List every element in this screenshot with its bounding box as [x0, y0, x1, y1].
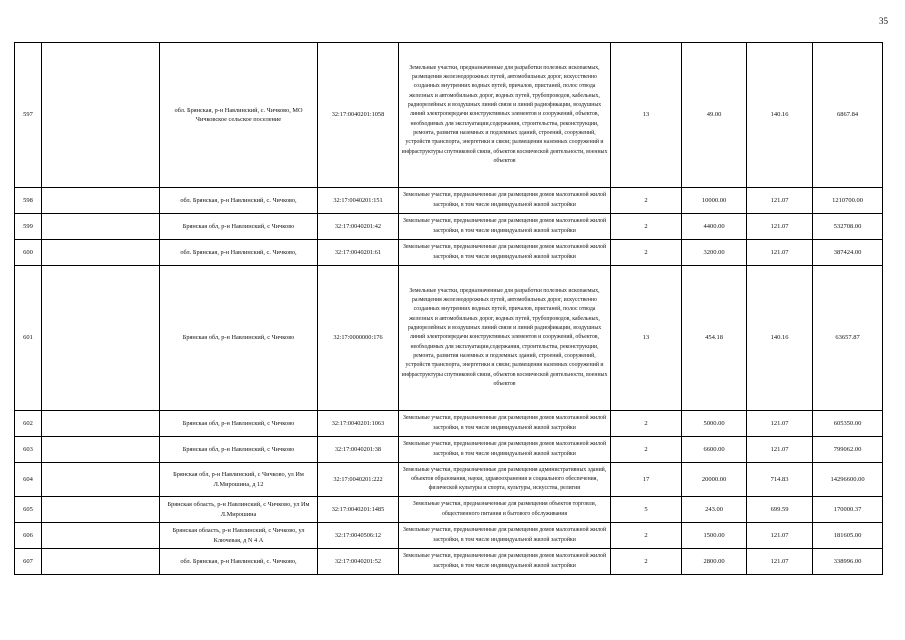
blank-cell — [42, 240, 160, 266]
category-code-cell: 13 — [611, 43, 682, 188]
blank-cell — [42, 188, 160, 214]
rate-cell: 699.59 — [747, 497, 813, 523]
address-cell: Брянская обл, р-н Навлинский, с Чичково — [160, 411, 318, 437]
area-cell: 3200.00 — [682, 240, 747, 266]
row-number: 597 — [15, 43, 42, 188]
category-code-cell: 2 — [611, 549, 682, 575]
rate-cell: 121.07 — [747, 523, 813, 549]
rate-cell: 140.16 — [747, 266, 813, 411]
rate-cell: 121.07 — [747, 437, 813, 463]
table-row — [15, 497, 883, 523]
row-number: 603 — [15, 437, 42, 463]
row-number: 604 — [15, 463, 42, 497]
category-code-cell: 13 — [611, 266, 682, 411]
table-row — [15, 411, 883, 437]
category-code-cell: 5 — [611, 497, 682, 523]
cadastral-number-cell: 32:17:0040201:42 — [318, 214, 399, 240]
row-number: 606 — [15, 523, 42, 549]
rate-cell: 121.07 — [747, 411, 813, 437]
land-use-cell: Земельные участки, предназначенные для размещения домов малоэтажной жилой застройки, в том числе индивидуальной жилой застройки — [399, 214, 611, 240]
cadastral-value-cell: 605350.00 — [813, 411, 883, 437]
cadastral-number-cell: 32:17:0040201:1058 — [318, 43, 399, 188]
category-code-cell: 2 — [611, 523, 682, 549]
land-use-cell: Земельные участки, предназначенные для размещения домов малоэтажной жилой застройки, в том числе индивидуальной жилой застройки — [399, 549, 611, 575]
cadastral-number-cell: 32:17:0040201:222 — [318, 463, 399, 497]
table-row — [15, 463, 883, 497]
cadastral-value-cell: 14296600.00 — [813, 463, 883, 497]
land-use-cell: Земельные участки, предназначенные для размещения домов малоэтажной жилой застройки, в том числе индивидуальной жилой застройки — [399, 411, 611, 437]
cadastral-value-cell: 338996.00 — [813, 549, 883, 575]
area-cell: 243.00 — [682, 497, 747, 523]
category-code-cell: 2 — [611, 214, 682, 240]
address-cell: Брянская обл, р-н Навлинский, с Чичково — [160, 266, 318, 411]
row-number: 601 — [15, 266, 42, 411]
land-use-cell: Земельные участки, предназначенные для размещения домов малоэтажной жилой застройки, в том числе индивидуальной жилой застройки — [399, 188, 611, 214]
land-registry-table — [14, 42, 883, 575]
area-cell: 5000.00 — [682, 411, 747, 437]
address-cell: обл. Брянская, р-н Навлинский, с. Чичково, — [160, 240, 318, 266]
cadastral-number-cell: 32:17:0040201:38 — [318, 437, 399, 463]
cadastral-number-cell: 32:17:0040201:1063 — [318, 411, 399, 437]
area-cell: 6600.00 — [682, 437, 747, 463]
table-row — [15, 549, 883, 575]
area-cell: 2800.00 — [682, 549, 747, 575]
blank-cell — [42, 497, 160, 523]
row-number: 600 — [15, 240, 42, 266]
rate-cell: 121.07 — [747, 240, 813, 266]
area-cell: 49.00 — [682, 43, 747, 188]
address-cell: обл. Брянская, р-н Навлинский, с. Чичково, МО Чичковское сельское поселение — [160, 43, 318, 188]
address-cell: Брянская область, р-н Навлинский, с Чичково, ул Ключевая, д N 4 А — [160, 523, 318, 549]
address-cell: обл. Брянская, р-н Навлинский, с. Чичково, — [160, 188, 318, 214]
row-number: 598 — [15, 188, 42, 214]
rate-cell: 121.07 — [747, 549, 813, 575]
blank-cell — [42, 214, 160, 240]
cadastral-value-cell: 181605.00 — [813, 523, 883, 549]
cadastral-value-cell: 799062.00 — [813, 437, 883, 463]
row-number: 605 — [15, 497, 42, 523]
cadastral-value-cell: 170000.37 — [813, 497, 883, 523]
cadastral-number-cell: 32:17:0040201:151 — [318, 188, 399, 214]
category-code-cell: 2 — [611, 411, 682, 437]
blank-cell — [42, 411, 160, 437]
cadastral-value-cell: 6867.84 — [813, 43, 883, 188]
address-cell: Брянская область, р-н Навлинский, с Чичково, ул Им Л.Мирошина — [160, 497, 318, 523]
cadastral-value-cell: 387424.00 — [813, 240, 883, 266]
address-cell: Брянская обл, р-н Навлинский, с Чичково — [160, 437, 318, 463]
rate-cell: 121.07 — [747, 214, 813, 240]
address-cell: Брянская обл, р-н Навлинский, с Чичково — [160, 214, 318, 240]
table-row — [15, 240, 883, 266]
blank-cell — [42, 549, 160, 575]
rate-cell: 714.83 — [747, 463, 813, 497]
blank-cell — [42, 437, 160, 463]
cadastral-number-cell: 32:17:0000000:176 — [318, 266, 399, 411]
land-use-cell: Земельные участки, предназначенные для разработки полезных ископаемых, размещения железнодорожных путей, автомобильных дорог, искусственно созданных внутренних водных путей, причалов, пристаней, полос отвода железных и автомобильных дорог, водных путей, трубопроводов, кабельных, радиорелейных и воздушных линий связи и линий радиофикации, воздушных линий электропередачи конструктивных элементов и сооружений, объектов, необходимых для эксплуатации,содержания, строительства, реконструкции, ремонта, развития наземных и подземных зданий, строений, сооружений, устройств транспорта, энергетики и связи; размещения наземных сооружений и инфраструктуры спутниковой связи, объектов космической деятельности, военных объектов — [399, 43, 611, 188]
area-cell: 454.18 — [682, 266, 747, 411]
cadastral-number-cell: 32:17:0040201:52 — [318, 549, 399, 575]
blank-cell — [42, 266, 160, 411]
cadastral-value-cell: 532708.00 — [813, 214, 883, 240]
page-number: 35 — [879, 16, 888, 26]
table-row — [15, 523, 883, 549]
land-use-cell: Земельные участки, предназначенные для разработки полезных ископаемых, размещения железнодорожных путей, автомобильных дорог, искусственно созданных внутренних водных путей, причалов, пристаней, полос отвода железных и автомобильных дорог, водных путей, трубопроводов, кабельных, радиорелейных и воздушных линий связи и линий радиофикации, воздушных линий электропередачи конструктивных элементов и сооружений, объектов, необходимых для эксплуатации,содержания, строительства, реконструкции, ремонта, развития наземных и подземных зданий, строений, сооружений, устройств транспорта, энергетики и связи; размещения наземных сооружений и инфраструктуры спутниковой связи, объектов космической деятельности, военных объектов — [399, 266, 611, 411]
category-code-cell: 17 — [611, 463, 682, 497]
table-row — [15, 43, 883, 188]
land-use-cell: Земельные участки, предназначенные для размещения домов малоэтажной жилой застройки, в том числе индивидуальной жилой застройки — [399, 523, 611, 549]
rate-cell: 140.16 — [747, 43, 813, 188]
table-row — [15, 266, 883, 411]
cadastral-value-cell: 63657.87 — [813, 266, 883, 411]
land-use-cell: Земельные участки, предназначенные для размещения домов малоэтажной жилой застройки, в том числе индивидуальной жилой застройки — [399, 437, 611, 463]
blank-cell — [42, 43, 160, 188]
cadastral-number-cell: 32:17:0040201:61 — [318, 240, 399, 266]
category-code-cell: 2 — [611, 188, 682, 214]
table-row — [15, 214, 883, 240]
cadastral-value-cell: 1210700.00 — [813, 188, 883, 214]
land-use-cell: Земельные участки, предназначенные для размещения административных зданий, объектов образования, науки, здравоохранения и социального обеспечения, физической культуры и спорта, культуры, искусства, религии — [399, 463, 611, 497]
blank-cell — [42, 463, 160, 497]
row-number: 607 — [15, 549, 42, 575]
area-cell: 4400.00 — [682, 214, 747, 240]
area-cell: 10000.00 — [682, 188, 747, 214]
cadastral-number-cell: 32:17:0040201:1485 — [318, 497, 399, 523]
table-row — [15, 437, 883, 463]
category-code-cell: 2 — [611, 240, 682, 266]
address-cell: обл. Брянская, р-н Навлинский, с. Чичково, — [160, 549, 318, 575]
area-cell: 20000.00 — [682, 463, 747, 497]
row-number: 602 — [15, 411, 42, 437]
rate-cell: 121.07 — [747, 188, 813, 214]
blank-cell — [42, 523, 160, 549]
land-use-cell: Земельные участки, предназначенные для размещения объектов торговли, общественного питания и бытового обслуживания — [399, 497, 611, 523]
row-number: 599 — [15, 214, 42, 240]
category-code-cell: 2 — [611, 437, 682, 463]
address-cell: Брянская обл, р-н Навлинский, с Чичково, ул Им Л.Мирошина, д 12 — [160, 463, 318, 497]
table-row — [15, 188, 883, 214]
cadastral-number-cell: 32:17:0040506:12 — [318, 523, 399, 549]
area-cell: 1500.00 — [682, 523, 747, 549]
land-use-cell: Земельные участки, предназначенные для размещения домов малоэтажной жилой застройки, в том числе индивидуальной жилой застройки — [399, 240, 611, 266]
